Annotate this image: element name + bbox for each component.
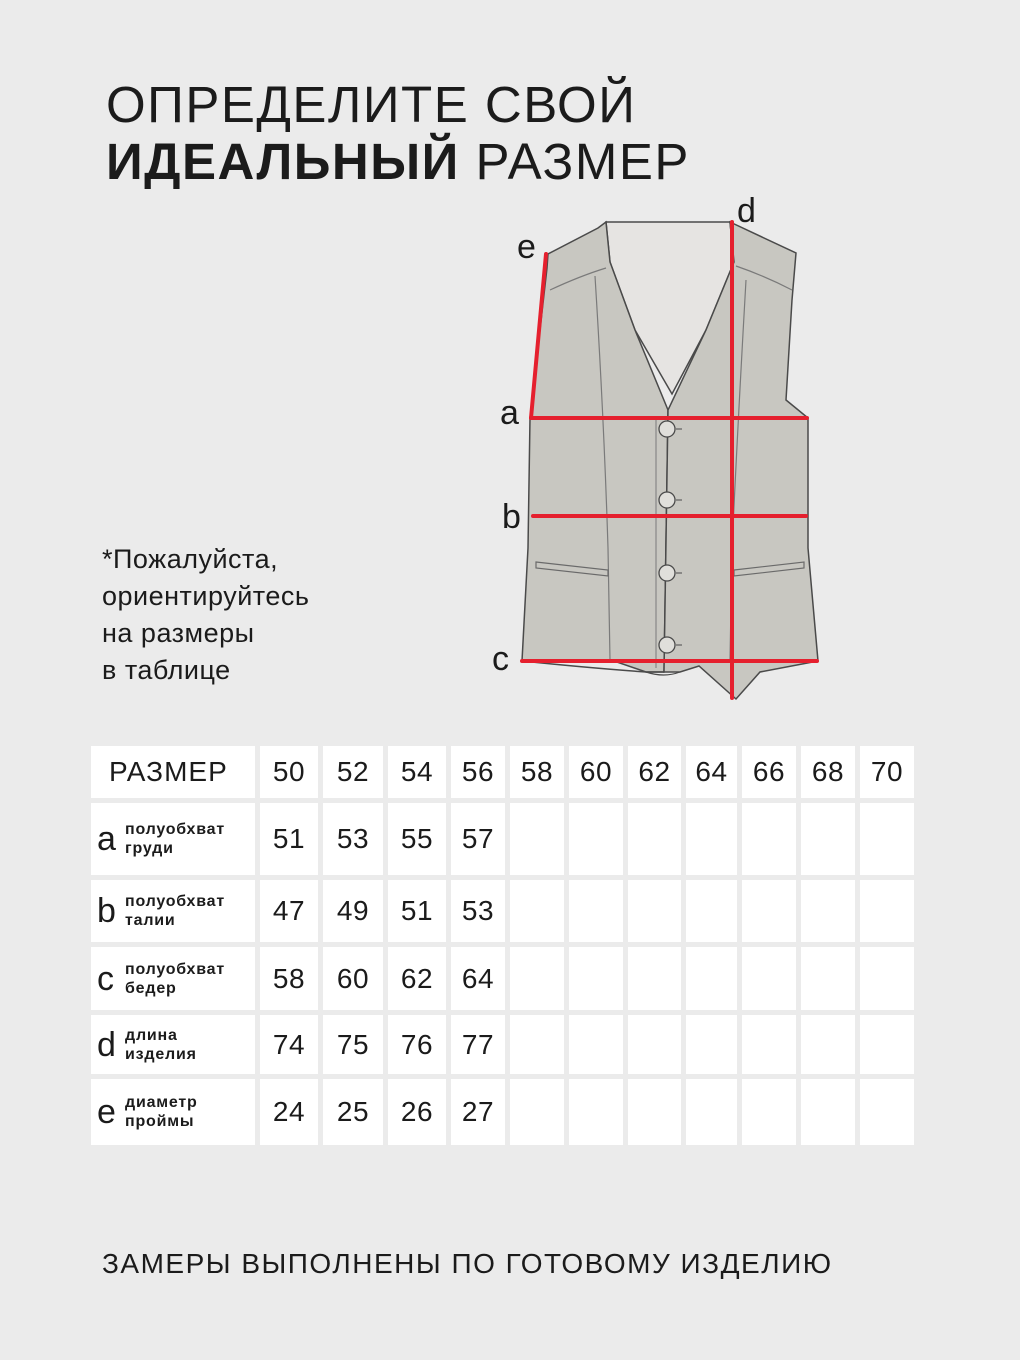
table-cell: 26 [388,1079,446,1145]
table-cell: 62 [388,947,446,1010]
vest-diagram [490,190,830,710]
row-letter: e [97,1093,117,1131]
row-description [125,1093,198,1131]
table-row [91,947,914,1010]
row-desc-line-2: бедер [125,979,177,997]
table-cell [742,880,796,942]
table-cell [569,803,623,875]
table-cell [860,803,914,875]
row-label [91,820,255,858]
table-cell: 64 [451,947,505,1010]
title-bold-word: ИДЕАЛЬНЫЙ [106,133,460,190]
row-desc-line-1: полуобхват [125,960,226,978]
table-cell: 47 [260,880,318,942]
table-cell [686,947,737,1010]
size-header-cell: 56 [451,746,505,798]
table-row [91,803,914,875]
row-label [91,960,255,998]
table-row [91,1079,914,1145]
note-line-4: в таблице [102,655,231,685]
size-header-cell: 60 [569,746,623,798]
table-cell: 57 [451,803,505,875]
table-cell [628,1079,681,1145]
table-cell: 51 [388,880,446,942]
row-label [91,892,255,930]
row-desc-line-2: проймы [125,1113,195,1130]
table-row [91,1015,914,1074]
table-row [91,880,914,942]
table-cell [569,947,623,1010]
table-cell: 58 [260,947,318,1010]
table-cell [860,1079,914,1145]
row-desc-line-1: длина [125,1026,178,1044]
note-line-2: ориентируйтесь [102,581,310,611]
size-header-cell: 64 [686,746,737,798]
size-note [102,541,309,689]
row-letter: d [97,1025,117,1064]
table-cell [628,947,681,1010]
table-cell: 24 [260,1079,318,1145]
table-cell: 27 [451,1079,505,1145]
table-cell [686,880,737,942]
table-cell [801,947,855,1010]
row-label-cell [91,1079,255,1145]
table-cell: 53 [451,880,505,942]
table-cell: 53 [323,803,383,875]
table-cell [510,947,564,1010]
row-label-cell [91,880,255,942]
table-cell [628,803,681,875]
row-desc-line-2: изделия [125,1045,197,1063]
label-d: d [737,192,756,230]
size-header-cell: 70 [860,746,914,798]
label-c: c [492,640,509,678]
table-cell [686,1015,737,1074]
table-cell [860,880,914,942]
row-desc-line-2: талии [125,912,176,929]
table-cell [801,880,855,942]
table-cell [569,1079,623,1145]
row-desc-line-2: груди [125,840,174,857]
label-b: b [502,498,521,536]
size-table [86,741,919,1150]
table-cell [742,1079,796,1145]
row-description [125,1026,197,1064]
row-label-cell [91,947,255,1010]
row-desc-line-1: полуобхват [125,893,226,910]
size-header-cell: 52 [323,746,383,798]
size-header-cell: 62 [628,746,681,798]
row-description [125,960,225,998]
vest-button-1 [659,421,675,437]
title-line-2 [106,133,690,190]
table-cell [510,1015,564,1074]
table-cell [742,803,796,875]
row-description [125,820,225,858]
row-desc-line-1: полуобхват [125,821,226,838]
table-cell: 74 [260,1015,318,1074]
vest-button-2 [659,492,675,508]
size-header-cell: 50 [260,746,318,798]
page-title [106,76,690,190]
label-a: a [500,394,519,432]
footer-note: ЗАМЕРЫ ВЫПОЛНЕНЫ ПО ГОТОВОМУ ИЗДЕЛИЮ [102,1248,833,1279]
note-line-1: *Пожалуйста, [102,544,279,574]
table-cell [628,880,681,942]
size-header-cell: 54 [388,746,446,798]
size-header-label: РАЗМЕР [109,756,228,787]
note-line-3: на размеры [102,618,255,648]
table-cell [686,803,737,875]
size-header-row [91,746,914,798]
table-cell [801,803,855,875]
table-cell [510,880,564,942]
table-cell: 51 [260,803,318,875]
table-cell [628,1015,681,1074]
table-cell: 76 [388,1015,446,1074]
table-cell [569,880,623,942]
row-label [91,1026,255,1064]
size-header-cell: 68 [801,746,855,798]
table-cell [801,1079,855,1145]
vest-button-3 [659,565,675,581]
table-cell [742,947,796,1010]
size-header-cell: 66 [742,746,796,798]
table-cell [801,1015,855,1074]
table-cell [569,1015,623,1074]
table-cell [510,803,564,875]
label-e: e [517,228,536,266]
row-description [125,892,225,930]
table-cell: 75 [323,1015,383,1074]
row-letter: b [97,892,117,930]
row-label [91,1093,255,1131]
row-label-cell [91,803,255,875]
size-header-label-cell [91,746,255,798]
row-desc-line-1: диаметр [125,1094,198,1111]
table-cell: 77 [451,1015,505,1074]
vest-button-4 [659,637,675,653]
table-cell: 60 [323,947,383,1010]
table-cell: 49 [323,880,383,942]
table-cell [860,1015,914,1074]
row-label-cell [91,1015,255,1074]
title-line-1: ОПРЕДЕЛИТЕ СВОЙ [106,76,637,133]
table-cell: 25 [323,1079,383,1145]
table-cell [510,1079,564,1145]
row-letter: c [97,959,115,998]
row-letter: a [97,820,117,858]
table-cell [742,1015,796,1074]
size-header-cell: 58 [510,746,564,798]
table-cell: 55 [388,803,446,875]
table-cell [686,1079,737,1145]
table-cell [860,947,914,1010]
title-rest-word: РАЗМЕР [475,133,690,190]
